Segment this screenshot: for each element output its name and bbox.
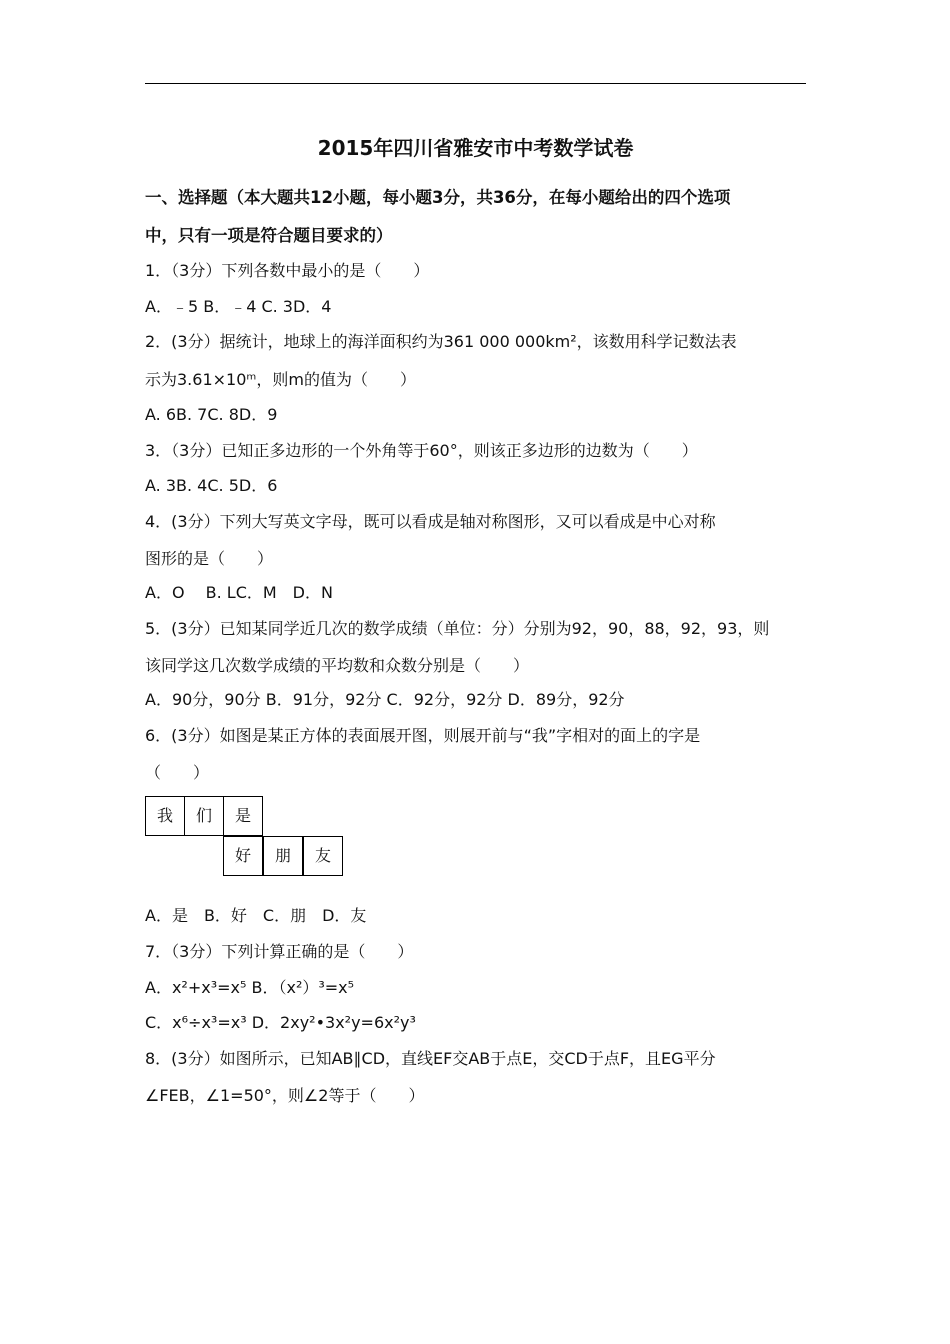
question-6-stem-line2: （ ）	[145, 763, 210, 782]
cube-net-figure	[145, 796, 345, 876]
question-8-stem-line1: 8．(3分）如图所示，已知AB∥CD，直线EF交AB于点E，交CD于点F，且EG平分	[145, 1049, 716, 1068]
question-2-stem-line1: 2．(3分）据统计，地球上的海洋面积约为361 000 000km²，该数用科学记数法表	[145, 332, 737, 351]
question-7-options-line1: A．x²+x³=x⁵ B．（x²）³=x⁵	[145, 978, 355, 997]
question-7-stem: 7．（3分）下列计算正确的是（ ）	[145, 942, 414, 961]
net-cell: 我	[145, 796, 185, 836]
question-4-stem-line1: 4．(3分）下列大写英文字母，既可以看成是轴对称图形，又可以看成是中心对称	[145, 512, 716, 531]
page-title: 2015年四川省雅安市中考数学试卷	[317, 136, 634, 160]
question-5-stem-line1: 5．(3分）已知某同学近几次的数学成绩（单位：分）分别为92，90，88，92，93，则	[145, 619, 770, 638]
question-3-stem: 3．（3分）已知正多边形的一个外角等于60°，则该正多边形的边数为（ ）	[145, 441, 698, 460]
question-5-stem-line2: 该同学这几次数学成绩的平均数和众数分别是（ ）	[145, 656, 530, 675]
question-6-options: A．是 B．好 C．朋 D．友	[145, 906, 367, 925]
question-4-options: A．O B. LC．M D．N	[145, 583, 333, 602]
net-cell: 是	[223, 796, 263, 836]
section-heading-line1: 一、选择题（本大题共12小题，每小题3分，共36分，在每小题给出的四个选项	[145, 188, 731, 207]
question-2-options: A. 6B. 7C. 8D．9	[145, 405, 278, 424]
question-1-options: A．﹣5 B．﹣4 C. 3D．4	[145, 297, 332, 316]
question-5-options: A．90分，90分 B．91分，92分 C．92分，92分 D．89分，92分	[145, 690, 625, 709]
question-2-stem-line2: 示为3.61×10ᵐ，则m的值为（ ）	[145, 370, 416, 389]
section-heading-line2: 中，只有一项是符合题目要求的）	[145, 226, 393, 245]
question-7-options-line2: C．x⁶÷x³=x³ D．2xy²•3x²y=6x²y³	[145, 1013, 416, 1032]
net-cell: 朋	[263, 836, 303, 876]
question-6-stem-line1: 6．(3分）如图是某正方体的表面展开图，则展开前与“我”字相对的面上的字是	[145, 726, 701, 745]
question-8-stem-line2: ∠FEB，∠1=50°，则∠2等于（ ）	[145, 1086, 425, 1105]
net-cell: 们	[184, 796, 224, 836]
net-cell: 好	[223, 836, 263, 876]
question-4-stem-line2: 图形的是（ ）	[145, 549, 274, 568]
header-rule	[145, 83, 806, 84]
question-1-stem: 1．（3分）下列各数中最小的是（ ）	[145, 261, 430, 280]
question-3-options: A. 3B. 4C. 5D．6	[145, 476, 278, 495]
net-cell: 友	[303, 836, 343, 876]
